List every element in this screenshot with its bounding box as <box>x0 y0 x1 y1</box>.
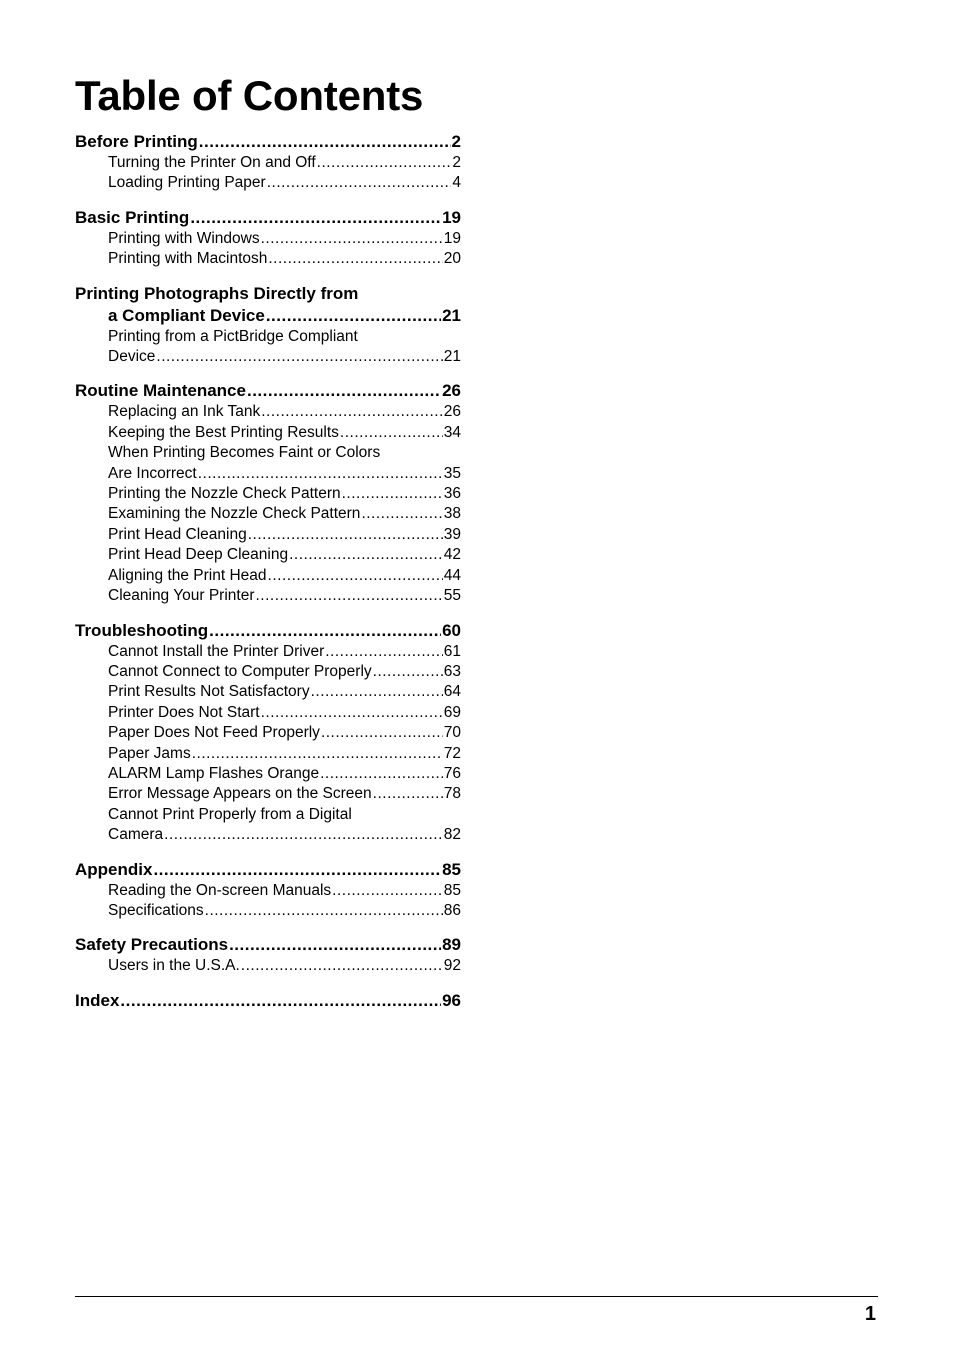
dot-leader <box>317 153 452 173</box>
toc-entry-title: Loading Printing Paper <box>108 174 266 192</box>
toc-entry-row[interactable] <box>75 642 461 662</box>
toc-entry-title: Printing the Nozzle Check Pattern <box>108 485 341 503</box>
toc-entry-row[interactable] <box>75 881 461 901</box>
dot-leader <box>332 881 443 901</box>
toc-section <box>75 934 461 976</box>
footer-divider <box>75 1296 878 1297</box>
toc-heading-row[interactable] <box>75 380 461 402</box>
toc-heading-title: a Compliant Device <box>108 305 265 325</box>
toc-entry-row[interactable] <box>75 484 461 504</box>
toc-entry-title: ALARM Lamp Flashes Orange <box>108 764 320 782</box>
toc-entry-title: Paper Jams <box>108 744 191 762</box>
toc-entry-row[interactable] <box>75 662 461 682</box>
toc-entry-title: Device <box>108 348 156 366</box>
toc-entry-title: Are Incorrect <box>108 464 197 482</box>
dot-leader <box>321 723 443 743</box>
toc-entry-row[interactable] <box>75 744 461 764</box>
toc-entry-row[interactable] <box>75 956 461 976</box>
toc-entry-page-number: 55 <box>443 587 461 605</box>
toc-entry-page-number: 78 <box>443 785 461 803</box>
toc-entry-page-number: 26 <box>443 403 461 421</box>
toc-heading-row[interactable] <box>75 859 461 881</box>
dot-leader <box>311 682 443 702</box>
toc-heading-title: Routine Maintenance <box>75 381 246 401</box>
toc-entry-row[interactable] <box>75 566 461 586</box>
toc-heading-title: Basic Printing <box>75 207 190 227</box>
dot-leader <box>241 956 443 976</box>
toc-entry-row[interactable] <box>75 173 461 193</box>
toc-entry-row[interactable] <box>75 703 461 723</box>
toc-entry-row[interactable] <box>75 525 461 545</box>
toc-heading-page-number: 96 <box>442 990 461 1010</box>
toc-entry-page-number: 86 <box>443 901 461 919</box>
toc-entry-page-number: 42 <box>443 546 461 564</box>
toc-heading-title: Troubleshooting <box>75 620 209 640</box>
toc-heading-row[interactable] <box>75 620 461 642</box>
toc-entry-row[interactable] <box>75 464 461 484</box>
dot-leader <box>209 620 441 642</box>
toc-section <box>75 620 461 846</box>
toc-section <box>75 207 461 270</box>
dot-leader <box>248 525 443 545</box>
toc-entry-page-number: 63 <box>443 662 461 680</box>
toc-entry-page-number: 34 <box>443 423 461 441</box>
dot-leader <box>153 859 441 881</box>
toc-entry-title: Printing from a PictBridge Compliant <box>108 327 358 345</box>
page-title: Table of Contents <box>75 72 424 119</box>
toc-entry-title: Examining the Nozzle Check Pattern <box>108 505 361 523</box>
toc-heading-row[interactable] <box>75 131 461 153</box>
toc-heading-title: Index <box>75 990 120 1010</box>
toc-entry-page-number: 85 <box>443 881 461 899</box>
toc-entry-page-number: 70 <box>443 724 461 742</box>
toc-entry-page-number: 44 <box>443 566 461 584</box>
toc-heading-page-number: 21 <box>442 305 461 325</box>
toc-section <box>75 283 461 368</box>
toc-entry-title: Reading the On-screen Manuals <box>108 881 332 899</box>
dot-leader <box>289 545 443 565</box>
toc-section <box>75 859 461 922</box>
toc-entry-row[interactable] <box>75 805 461 825</box>
dot-leader <box>268 249 442 269</box>
dot-leader <box>361 504 442 524</box>
dot-leader <box>229 934 441 956</box>
toc-entry-title: Print Results Not Satisfactory <box>108 683 310 701</box>
toc-entry-title: Turning the Printer On and Off <box>108 154 316 171</box>
dot-leader <box>192 744 443 764</box>
toc-entry-page-number: 19 <box>443 229 461 247</box>
toc-entry-title: Paper Does Not Feed Properly <box>108 724 320 742</box>
dot-leader <box>256 586 443 606</box>
toc-entry-row[interactable] <box>75 504 461 524</box>
dot-leader <box>320 764 443 784</box>
dot-leader <box>156 347 442 367</box>
toc-heading-title: Safety Precautions <box>75 935 229 955</box>
toc-heading-page-number: 26 <box>442 381 461 401</box>
dot-leader <box>342 484 443 504</box>
toc-entry-row[interactable] <box>75 327 461 347</box>
toc-entry-title: Replacing an Ink Tank <box>108 403 261 421</box>
toc-entry-page-number: 72 <box>443 744 461 762</box>
toc-entry-row[interactable] <box>75 545 461 565</box>
table-of-contents <box>75 131 461 1025</box>
toc-entry-row[interactable] <box>75 825 461 845</box>
dot-leader <box>199 131 451 153</box>
toc-entry-row[interactable] <box>75 402 461 422</box>
toc-entry-title: Cannot Install the Printer Driver <box>108 642 325 660</box>
toc-entry-page-number: 36 <box>443 485 461 503</box>
dot-leader <box>198 464 443 484</box>
dot-leader <box>340 423 443 443</box>
toc-entry-title: Printer Does Not Start <box>108 703 260 721</box>
dot-leader <box>261 229 443 249</box>
toc-heading-row[interactable] <box>75 207 461 229</box>
dot-leader <box>261 402 443 422</box>
toc-entry-page-number: 39 <box>443 525 461 543</box>
toc-entry-page-number: 92 <box>443 957 461 975</box>
toc-entry-row[interactable] <box>75 153 461 173</box>
toc-section <box>75 990 461 1012</box>
dot-leader <box>261 703 443 723</box>
toc-entry-page-number: 2 <box>452 154 461 171</box>
toc-entry-page-number: 35 <box>443 464 461 482</box>
toc-entry-row[interactable] <box>75 901 461 921</box>
dot-leader <box>267 173 452 193</box>
dot-leader <box>247 380 441 402</box>
toc-entry-row[interactable] <box>75 723 461 743</box>
dot-leader <box>373 662 443 682</box>
dot-leader <box>325 642 443 662</box>
toc-entry-page-number: 82 <box>443 826 461 844</box>
toc-entry-page-number: 69 <box>443 703 461 721</box>
dot-leader <box>190 207 441 229</box>
toc-entry-row[interactable] <box>75 443 461 463</box>
toc-heading-page-number: 19 <box>442 207 461 227</box>
toc-entry-row[interactable] <box>75 784 461 804</box>
toc-entry-page-number: 20 <box>443 250 461 268</box>
page-number: 1 <box>864 1303 876 1325</box>
toc-entry-title: Camera <box>108 826 164 844</box>
toc-entry-title: Cannot Connect to Computer Properly <box>108 662 372 680</box>
dot-leader <box>373 784 443 804</box>
toc-entry-title: Aligning the Print Head <box>108 566 267 584</box>
toc-heading-row[interactable] <box>75 990 461 1012</box>
toc-entry-page-number: 64 <box>443 683 461 701</box>
toc-entry-page-number: 76 <box>443 764 461 782</box>
toc-entry-row[interactable] <box>75 423 461 443</box>
toc-heading-row[interactable] <box>75 305 461 327</box>
toc-section <box>75 131 461 194</box>
toc-entry-title: Cleaning Your Printer <box>108 587 255 605</box>
toc-entry-row[interactable] <box>75 347 461 367</box>
dot-leader <box>120 990 441 1012</box>
toc-heading-page-number: 89 <box>442 935 461 955</box>
toc-heading-title: Before Printing <box>75 132 198 151</box>
toc-entry-title: Print Head Cleaning <box>108 525 247 543</box>
toc-section <box>75 380 461 606</box>
toc-entry-row[interactable] <box>75 229 461 249</box>
toc-entry-row[interactable] <box>75 764 461 784</box>
toc-heading-row[interactable] <box>75 283 461 305</box>
toc-entry-title: Users in the U.S.A. <box>108 957 240 975</box>
dot-leader <box>164 825 443 845</box>
dot-leader <box>268 566 443 586</box>
toc-entry-title: Keeping the Best Printing Results <box>108 423 339 441</box>
toc-entry-title: Printing with Windows <box>108 229 260 247</box>
toc-entry-title: Specifications <box>108 901 204 919</box>
toc-entry-row[interactable] <box>75 682 461 702</box>
toc-entry-row[interactable] <box>75 586 461 606</box>
dot-leader <box>266 305 441 327</box>
dot-leader <box>205 901 443 921</box>
toc-heading-page-number: 60 <box>442 620 461 640</box>
toc-entry-title: When Printing Becomes Faint or Colors <box>108 444 381 462</box>
toc-heading-row[interactable] <box>75 934 461 956</box>
toc-entry-page-number: 4 <box>452 174 461 192</box>
toc-heading-title: Appendix <box>75 859 153 879</box>
toc-entry-title: Print Head Deep Cleaning <box>108 546 289 564</box>
toc-entry-page-number: 21 <box>443 348 461 366</box>
toc-entry-row[interactable] <box>75 249 461 269</box>
toc-entry-title: Error Message Appears on the Screen <box>108 785 372 803</box>
toc-entry-title: Cannot Print Properly from a Digital <box>108 805 352 823</box>
toc-entry-title: Printing with Macintosh <box>108 250 268 268</box>
toc-heading-page-number: 85 <box>442 859 461 879</box>
toc-entry-page-number: 61 <box>443 642 461 660</box>
toc-heading-page-number: 2 <box>451 132 461 151</box>
toc-heading-title: Printing Photographs Directly from <box>75 283 359 303</box>
toc-entry-page-number: 38 <box>443 505 461 523</box>
